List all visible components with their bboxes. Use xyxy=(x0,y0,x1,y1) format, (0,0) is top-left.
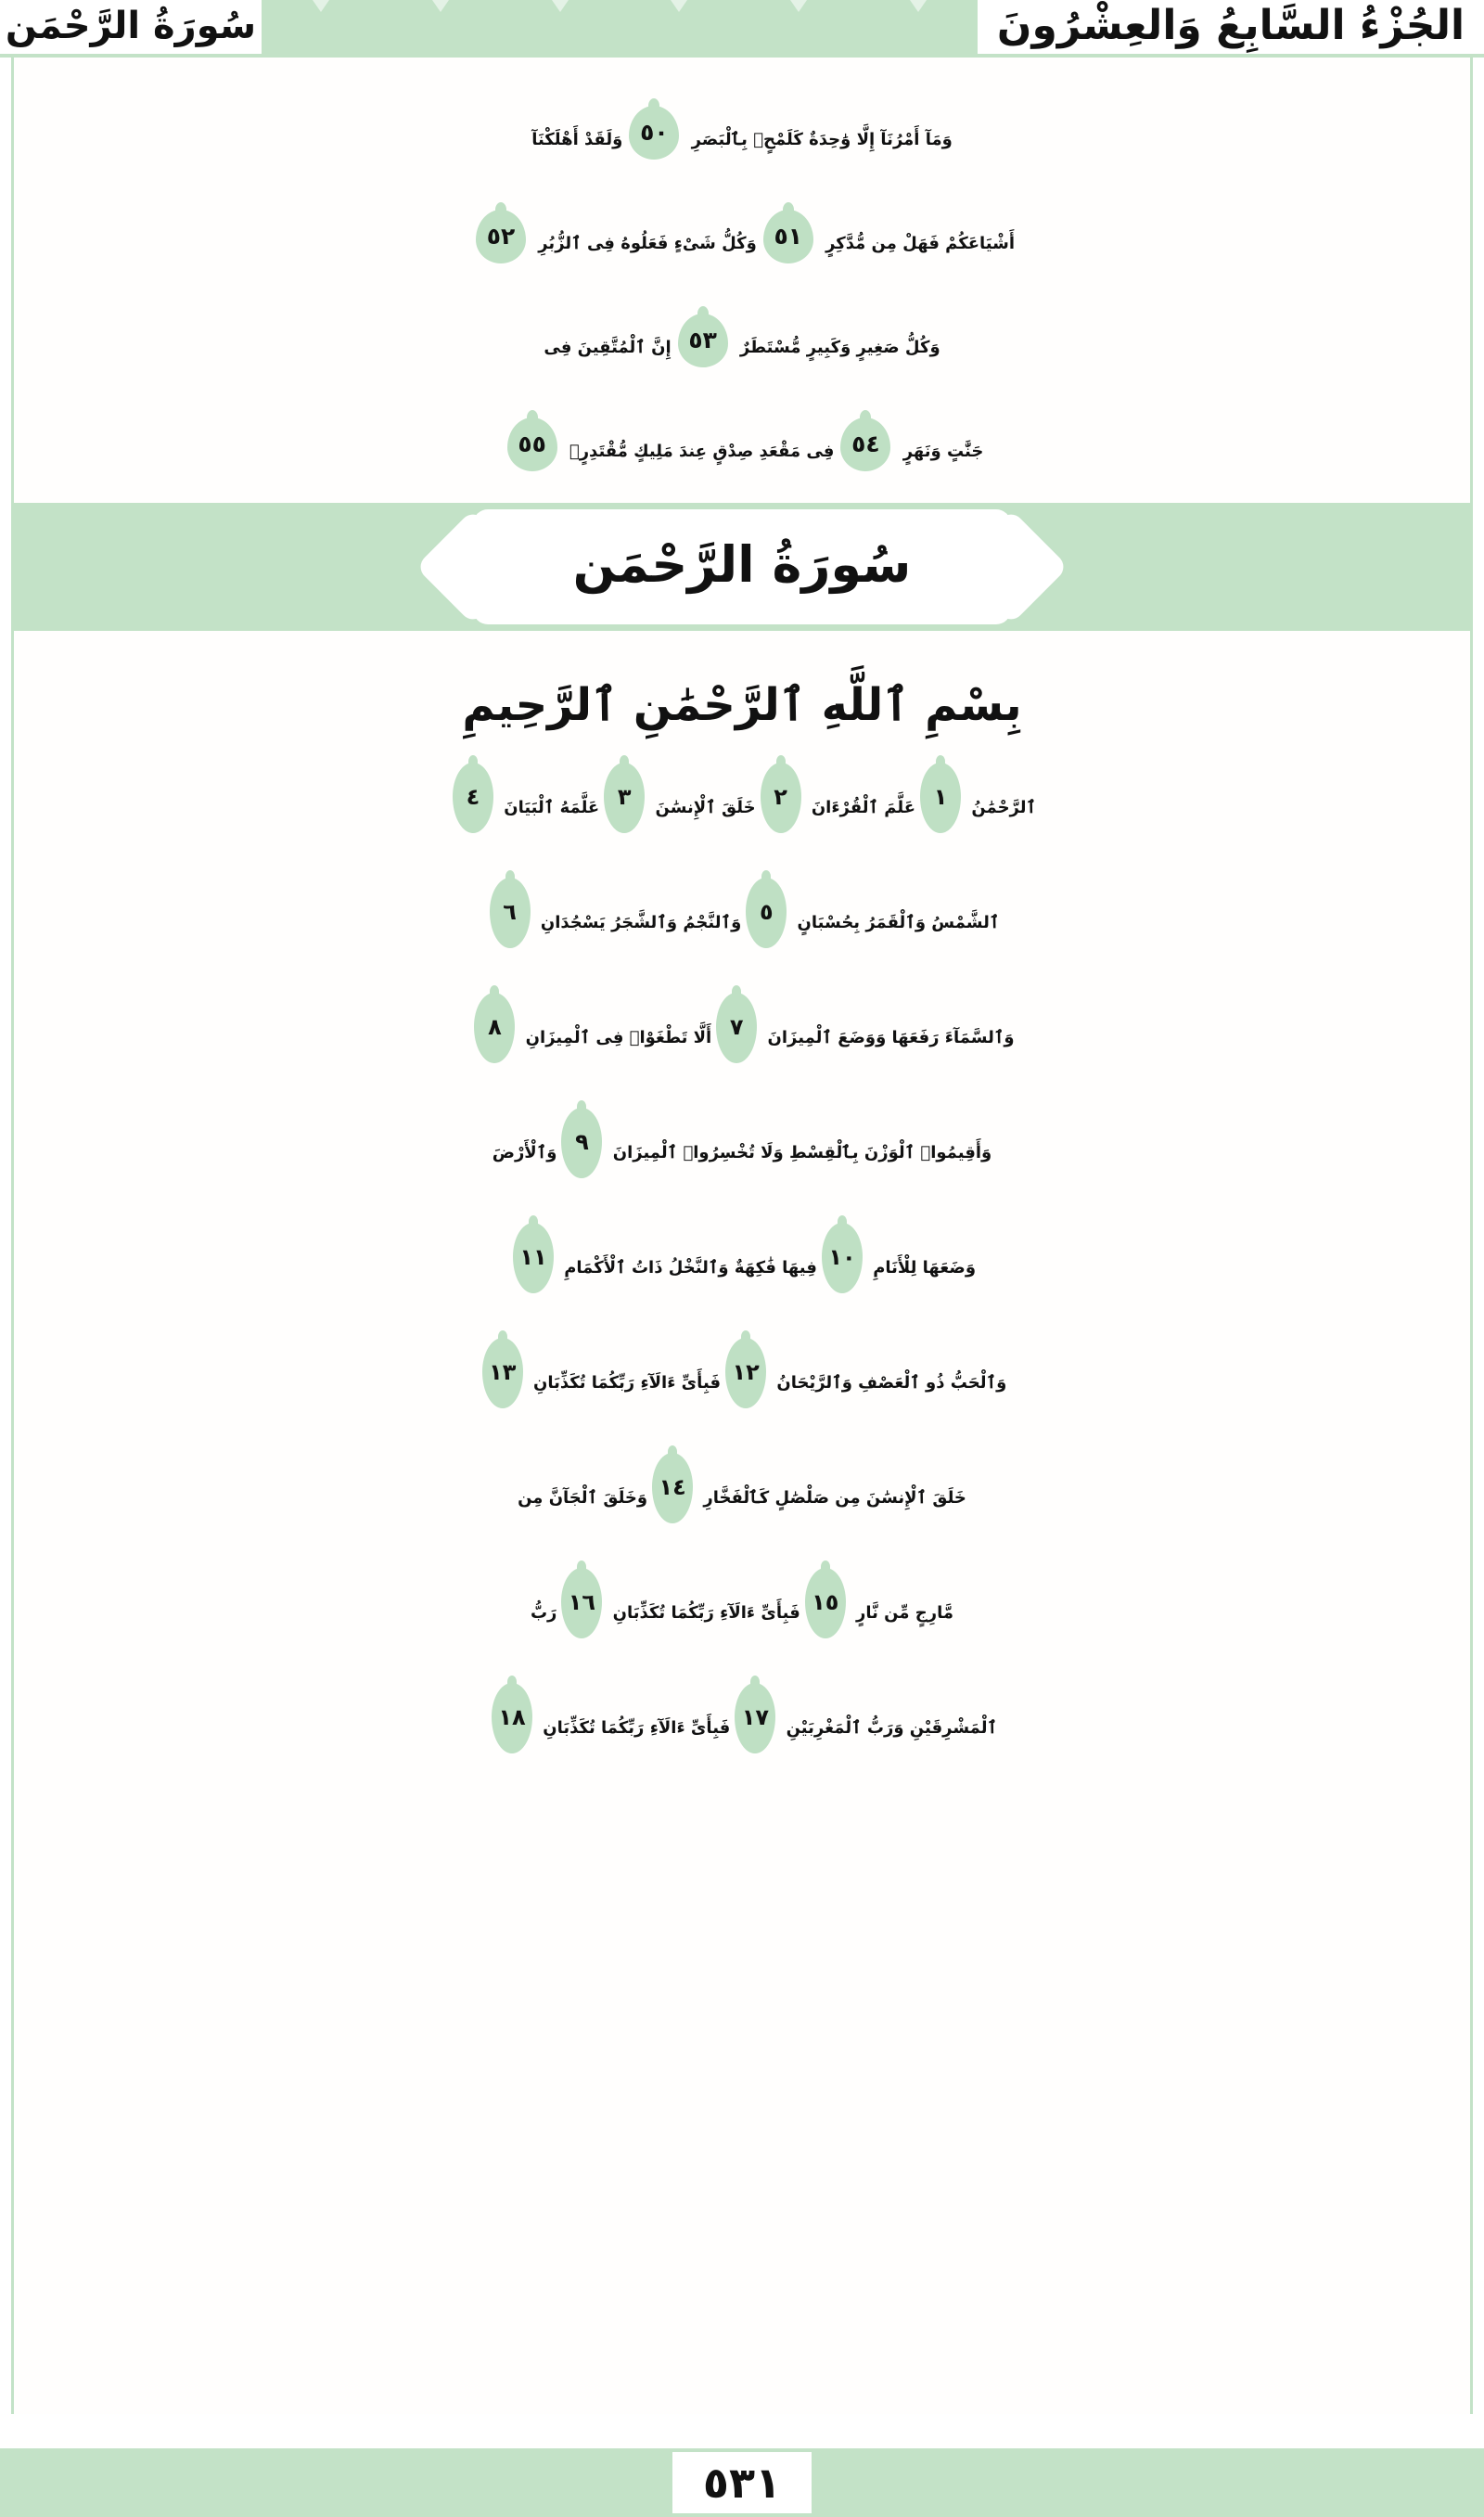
ayah-number-marker xyxy=(492,1676,532,1753)
ayah-number-marker xyxy=(507,410,557,471)
ayah-text: خَلَقَ ٱلْإِنسَٰنَ xyxy=(649,798,756,817)
ayah-number: ١٥ xyxy=(812,1589,839,1616)
ayah-line xyxy=(14,1100,1470,1178)
ayah-number: ٧ xyxy=(729,1014,744,1041)
ayah-number: ٥٥ xyxy=(518,430,546,457)
ayah-number-marker xyxy=(482,1330,523,1408)
ayah-number: ١٠ xyxy=(828,1244,856,1271)
ayah-text: وَٱلسَّمَآءَ رَفَعَهَا وَوَضَعَ ٱلْمِيزَانَ xyxy=(761,1028,1015,1047)
ayah-text: فِيهَا فَٰكِهَةٌ وَٱلنَّخْلُ ذَاتُ ٱلْأَكْمَامِ xyxy=(557,1258,817,1278)
ayah-number-marker xyxy=(561,1560,602,1638)
ayah-number: ٣ xyxy=(617,784,632,811)
ayah-number: ٥٠ xyxy=(640,118,669,146)
surah-title-banner xyxy=(14,503,1470,631)
ayah-number: ١٣ xyxy=(489,1359,517,1386)
surah-name-header-box xyxy=(0,0,262,54)
cartouche-pinch-left-icon xyxy=(458,537,518,597)
ayah-number-marker xyxy=(476,202,526,263)
surah-title-cartouche xyxy=(417,509,1067,624)
surah-name-header-label: سُورَةُ الرَّحْمَن xyxy=(5,5,257,47)
ayah-text: رَبُّ xyxy=(530,1603,557,1623)
ayah-number-marker xyxy=(604,755,645,833)
quran-text-frame xyxy=(11,58,1473,2414)
ayah-text: إِنَّ ٱلْمُتَّقِينَ فِى xyxy=(544,338,672,357)
ayah-text: ٱلشَّمْسُ وَٱلْقَمَرُ بِحُسْبَانٍ xyxy=(791,913,1000,932)
cartouche-pinch-right-icon xyxy=(966,537,1026,597)
ayah-line xyxy=(14,1560,1470,1638)
ayah-number: ٥٢ xyxy=(486,222,516,250)
ayah-number-marker xyxy=(716,985,757,1063)
surah-ar-rahman-block xyxy=(14,755,1470,1753)
ayah-number-marker xyxy=(735,1676,775,1753)
ayah-line xyxy=(14,410,1470,471)
ayah-number-marker xyxy=(652,1445,693,1523)
juz-label: الجُزْءُ السَّابِعُ وَالعِشْرُونَ xyxy=(996,2,1465,49)
page-number: ٥٣١ xyxy=(702,2458,782,2508)
ayah-text: فَبِأَىِّ ءَالَآءِ رَبِّكُمَا تُكَذِّبَانِ xyxy=(527,1373,722,1393)
ayah-line xyxy=(14,1215,1470,1293)
ayah-text: أَشْيَاعَكُمْ فَهَلْ مِن مُّدَّكِرٍ xyxy=(819,234,1016,253)
ayah-number: ١٢ xyxy=(732,1359,760,1386)
juz-label-box xyxy=(978,0,1484,54)
ayah-line xyxy=(14,1445,1470,1523)
ayah-number: ٢ xyxy=(774,784,787,811)
ayah-number-marker xyxy=(761,755,801,833)
ayah-number-marker xyxy=(805,1560,846,1638)
ayah-line xyxy=(14,98,1470,160)
ayah-text: عَلَّمَ ٱلْقُرْءَانَ xyxy=(805,798,916,817)
ayah-line xyxy=(14,1676,1470,1753)
ayah-number: ٩ xyxy=(575,1129,589,1156)
ayah-line xyxy=(14,1330,1470,1408)
ayah-text: وَأَقِيمُوا۟ ٱلْوَزْنَ بِٱلْقِسْطِ وَلَا تُخْسِرُوا۟ ٱلْمِيزَانَ xyxy=(607,1143,992,1162)
ayah-line xyxy=(14,202,1470,263)
page-number-box xyxy=(672,2452,812,2513)
ayah-number-marker xyxy=(474,985,515,1063)
ayah-number-marker xyxy=(725,1330,766,1408)
ayah-text: وَٱلنَّجْمُ وَٱلشَّجَرُ يَسْجُدَانِ xyxy=(534,913,742,932)
ayah-number-marker xyxy=(840,410,890,471)
ayah-text: فِى مَقْعَدِ صِدْقٍ عِندَ مَلِيكٍ مُّقْتَدِرٍۭ xyxy=(563,442,835,461)
ayah-number-marker xyxy=(629,98,679,160)
ayah-line xyxy=(14,985,1470,1063)
ayah-text: وَلَقَدْ أَهْلَكْنَآ xyxy=(531,130,623,149)
ayah-number-marker xyxy=(763,202,813,263)
ayah-text: وَخَلَقَ ٱلْجَآنَّ مِن xyxy=(518,1488,648,1508)
ayah-text: وَكُلُّ شَىْءٍ فَعَلُوهُ فِى ٱلزُّبُرِ xyxy=(531,234,757,253)
ayah-text: عَلَّمَهُ ٱلْبَيَانَ xyxy=(497,798,600,817)
ayah-number: ١ xyxy=(933,784,948,811)
ayah-number-marker xyxy=(746,870,787,948)
ayah-number: ١١ xyxy=(519,1244,547,1271)
ayah-number-marker xyxy=(561,1100,602,1178)
ayah-text: فَبِأَىِّ ءَالَآءِ رَبِّكُمَا تُكَذِّبَانِ xyxy=(607,1603,800,1623)
ayah-text: وَٱلْأَرْضَ xyxy=(492,1143,557,1162)
page-footer-band xyxy=(0,2448,1484,2517)
surah-title-text: سُورَةُ الرَّحْمَن xyxy=(572,535,912,594)
ayah-number-marker xyxy=(453,755,493,833)
ayah-number: ١٦ xyxy=(568,1589,596,1616)
basmala-line: بِسْمِ ٱللَّهِ ٱلرَّحْمَٰنِ ٱلرَّحِيمِ xyxy=(462,679,1022,731)
ayah-text: وَٱلْحَبُّ ذُو ٱلْعَصْفِ وَٱلرَّيْحَانُ xyxy=(771,1373,1007,1393)
ayah-number-marker xyxy=(513,1215,554,1293)
ayah-number: ٥ xyxy=(759,899,774,926)
ayah-text: جَنَّٰتٍ وَنَهَرٍ xyxy=(897,442,984,461)
ayah-text: خَلَقَ ٱلْإِنسَٰنَ مِن صَلْصَٰلٍ كَٱلْفَخَّارِ xyxy=(697,1488,966,1508)
ayah-text: أَلَّا تَطْغَوْا۟ فِى ٱلْمِيزَانِ xyxy=(519,1028,712,1047)
ayah-line xyxy=(14,755,1470,833)
ayah-text: مَّارِجٍ مِّن نَّارٍ xyxy=(850,1603,954,1623)
ayah-number-marker xyxy=(678,306,728,367)
ayah-number: ٨ xyxy=(488,1014,502,1041)
ayah-text: فَبِأَىِّ ءَالَآءِ رَبِّكُمَا تُكَذِّبَانِ xyxy=(536,1718,731,1738)
ayah-number: ١٨ xyxy=(498,1704,526,1731)
ayah-line xyxy=(14,870,1470,948)
ayah-number-marker xyxy=(490,870,531,948)
ayah-number-marker xyxy=(822,1215,863,1293)
surah-al-qamar-block xyxy=(14,58,1470,495)
ayah-text: وَضَعَهَا لِلْأَنَامِ xyxy=(866,1258,977,1278)
ayah-number: ٥١ xyxy=(774,222,803,250)
page-header-band xyxy=(0,0,1484,58)
ayah-text: ٱلْمَشْرِقَيْنِ وَرَبُّ ٱلْمَغْرِبَيْنِ xyxy=(780,1718,998,1738)
ayah-text: وَكُلُّ صَغِيرٍ وَكَبِيرٍ مُّسْتَطَرٌ xyxy=(734,338,940,357)
ayah-number-marker xyxy=(920,755,961,833)
ayah-text: وَمَآ أَمْرُنَآ إِلَّا وَٰحِدَةٌ كَلَمْحٍۭ بِٱلْبَصَرِ xyxy=(685,130,953,149)
ayah-number: ٥٤ xyxy=(851,430,880,457)
ayah-number: ١٧ xyxy=(741,1704,769,1731)
ayah-text: ٱلرَّحْمَٰنُ xyxy=(966,798,1037,817)
ayah-number: ١٤ xyxy=(659,1474,686,1501)
ayah-number: ٥٣ xyxy=(688,326,717,353)
ayah-line xyxy=(14,306,1470,367)
header-scallop-decoration xyxy=(262,0,978,13)
ayah-number: ٦ xyxy=(503,899,517,926)
ayah-number: ٤ xyxy=(466,784,480,811)
